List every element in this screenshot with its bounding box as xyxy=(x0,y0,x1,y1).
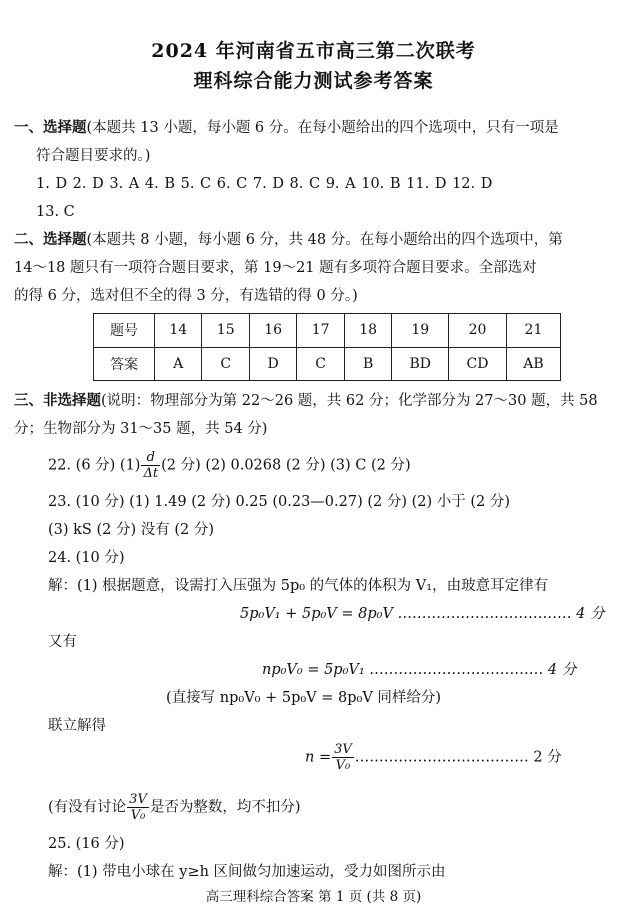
section1-desc-1: (本题共 13 小题，每小题 6 分。在每小题给出的四个选项中，只有一项是 xyxy=(86,120,559,136)
q24-also: 又有 xyxy=(48,634,77,650)
page-footer: 高三理科综合答案 第 1 页 (共 8 页) xyxy=(205,889,422,905)
q23-line2: (3) kS (2 分) 没有 (2 分) xyxy=(48,522,214,538)
table-cell: C xyxy=(202,347,249,381)
table-cell: 17 xyxy=(297,314,344,348)
q24-note: (直接写 np₀V₀ + 5p₀V = 8p₀V 同样给分) xyxy=(166,690,442,706)
table-cell: CD xyxy=(449,347,507,381)
q22-prefix: 22. (6 分) (1) xyxy=(48,457,141,474)
q25-heading: 25. (16 分) xyxy=(48,836,125,852)
section2-desc-3: 的得 6 分，选对但不全的得 3 分，有选错的得 0 分。) xyxy=(14,288,358,304)
section1-desc-2: 符合题目要求的。) xyxy=(36,148,151,164)
table-cell: B xyxy=(344,347,391,381)
q24-eq3-den: V₀ xyxy=(335,758,351,773)
q22-answer xyxy=(48,450,411,481)
exam-title: 2024 年河南省五市高三第二次联考 xyxy=(151,40,476,62)
q24-eq3-num: 3V xyxy=(334,742,352,757)
q24-eq3-fraction xyxy=(332,742,354,773)
q24-equation-2: np₀V₀ = 5p₀V₁ ……………………………… 4 分 xyxy=(262,662,577,678)
q24-remark-fraction xyxy=(127,792,149,823)
answer-table xyxy=(93,313,561,381)
table-cell: D xyxy=(249,347,296,381)
table-cell: AB xyxy=(506,347,560,381)
section1-answers-2: 13. C xyxy=(36,204,75,220)
exam-subtitle: 理科综合能力测试参考答案 xyxy=(193,70,434,92)
section2-line1 xyxy=(14,230,563,250)
table-header-answer: 答案 xyxy=(94,347,155,381)
q24-remark xyxy=(48,792,301,823)
table-cell: 19 xyxy=(392,314,449,348)
section2-heading: 二、选择题 xyxy=(14,231,87,248)
q22-frac-den: Δt xyxy=(143,466,159,481)
table-header-number: 题号 xyxy=(94,314,155,348)
table-row xyxy=(94,347,561,381)
table-row xyxy=(94,314,561,348)
table-cell: C xyxy=(297,347,344,381)
q24-remark-den: V₀ xyxy=(130,808,146,823)
q23-line1: 23. (10 分) (1) 1.49 (2 分) 0.25 (0.23—0.27) (2 分) (2) 小于 (2 分) xyxy=(48,494,511,510)
q24-equation-1: 5p₀V₁ + 5p₀V = 8p₀V ……………………………… 4 分 xyxy=(240,606,605,622)
section3-line1 xyxy=(14,391,598,411)
table-cell: 20 xyxy=(449,314,507,348)
table-cell: 16 xyxy=(249,314,296,348)
section2-desc-1: (本题共 8 小题，每小题 6 分，共 48 分。在每小题给出的四个选项中，第 xyxy=(86,232,563,248)
q24-remark-pre: (有没有讨论 xyxy=(48,799,127,816)
q24-remark-num: 3V xyxy=(129,792,147,807)
q24-heading: 24. (10 分) xyxy=(48,550,125,566)
q24-remark-post: 是否为整数，均不扣分) xyxy=(149,799,301,816)
section3-desc-1: (说明：物理部分为第 22～26 题，共 62 分；化学部分为 27～30 题，共 58 xyxy=(101,393,598,409)
section2-desc-2: 14～18 题只有一项符合题目要求，第 19～21 题有多项符合题目要求。全部选对 xyxy=(14,260,537,276)
table-cell: 15 xyxy=(202,314,249,348)
table-cell: A xyxy=(155,347,202,381)
section3-desc-2: 分；生物部分为 31～35 题，共 54 分) xyxy=(14,421,268,437)
q22-rest: (2 分) (2) 0.0268 (2 分) (3) C (2 分) xyxy=(161,457,411,474)
table-cell: 18 xyxy=(344,314,391,348)
q24-eq3-rhs: ……………………………… 2 分 xyxy=(354,749,562,766)
section1-answers-1: 1. D 2. D 3. A 4. B 5. C 6. C 7. D 8. C 9. A 10. B 11. D 12. D xyxy=(36,176,493,192)
table-cell: BD xyxy=(392,347,449,381)
section1-line1 xyxy=(14,118,559,138)
q25-solution: 解：(1) 带电小球在 y≥h 区间做匀加速运动，受力如图所示由 xyxy=(48,864,446,880)
section1-heading: 一、选择题 xyxy=(14,119,87,136)
q24-eq3-lhs: n = xyxy=(305,749,332,766)
section3-heading: 三、非选择题 xyxy=(14,392,101,409)
q24-solution: 解：(1) 根据题意，设需打入压强为 5p₀ 的气体的体积为 V₁，由玻意耳定律有 xyxy=(48,578,549,594)
table-cell: 21 xyxy=(506,314,560,348)
q24-equation-3 xyxy=(305,742,562,773)
q22-frac-num: d xyxy=(141,450,160,466)
table-cell: 14 xyxy=(155,314,202,348)
q22-fraction xyxy=(141,450,160,481)
q24-combine: 联立解得 xyxy=(48,718,106,734)
